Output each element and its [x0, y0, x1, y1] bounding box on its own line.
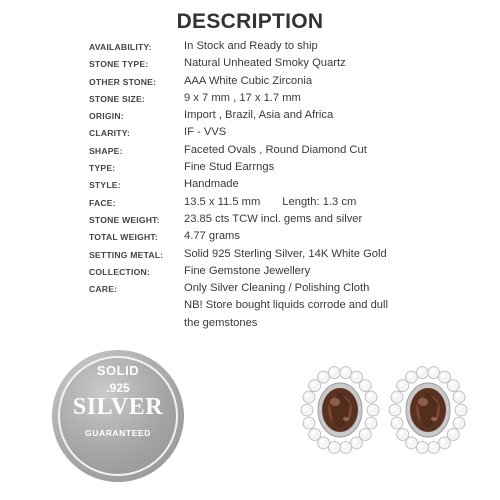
solid-silver-badge [52, 350, 184, 482]
spec-label: STONE WEIGHT: [89, 214, 160, 225]
cubic-zirconia-stone [303, 417, 315, 429]
stone-sparkle [331, 444, 335, 448]
cubic-zirconia-stone [416, 441, 428, 453]
cubic-zirconia-stone [428, 367, 440, 379]
cubic-zirconia-stone [301, 404, 313, 416]
spec-label: SHAPE: [89, 145, 123, 156]
spec-label: CARE: [89, 284, 118, 295]
spec-row-stone-type [89, 57, 419, 74]
cubic-zirconia-stone [397, 428, 409, 440]
stone-sparkle [450, 382, 454, 386]
stone-sparkle [306, 394, 310, 398]
page-title: DESCRIPTION [176, 10, 324, 33]
spec-label: OTHER STONE: [89, 76, 157, 87]
spec-value: 23.85 cts TCW incl. gems and silver [184, 212, 363, 225]
stone-sparkle [320, 374, 324, 378]
stone-sparkle [331, 369, 335, 373]
cubic-zirconia-stone [391, 391, 403, 403]
badge-text-silver: SILVER [72, 394, 164, 420]
stone-sparkle [458, 407, 462, 411]
spec-label: ORIGIN: [89, 111, 124, 122]
stone-sparkle [392, 407, 396, 411]
cubic-zirconia-stone [391, 417, 403, 429]
spec-value: Natural Unheated Smoky Quartz [184, 57, 346, 70]
stone-sparkle [430, 444, 434, 448]
spec-value: Fine Gemstone Jewellery [184, 264, 311, 277]
spec-row-style [89, 178, 419, 195]
spec-value: AAA White Cubic Zirconia [184, 74, 313, 87]
stone-sparkle [353, 374, 357, 378]
cubic-zirconia-stone [328, 441, 340, 453]
stone-sparkle [441, 374, 445, 378]
spec-label: FACE: [89, 197, 116, 208]
spec-label: TOTAL WEIGHT: [89, 232, 158, 243]
spec-row-face [89, 196, 419, 213]
spec-row-stone-size [89, 92, 419, 109]
cubic-zirconia-stone [453, 391, 465, 403]
stone-sparkle [304, 407, 308, 411]
stone-sparkle [362, 431, 366, 435]
spec-value: Solid 925 Sterling Silver, 14K White Gold [184, 247, 387, 260]
cubic-zirconia-stone [351, 437, 363, 449]
stone-sparkle [441, 439, 445, 443]
spec-row-care [89, 282, 419, 299]
stone-sparkle [419, 444, 423, 448]
badge-text-purity: .925 [106, 381, 130, 395]
care-note-line-1: NB! Store bought liquids corrode and dull [184, 299, 388, 312]
stone-sparkle [353, 439, 357, 443]
stone-sparkle [342, 369, 346, 373]
spec-label: STONE TYPE: [89, 59, 149, 70]
stone-sparkle [456, 394, 460, 398]
stone-sparkle [456, 420, 460, 424]
left-earring-image [297, 362, 383, 464]
spec-value: 4.77 grams [184, 230, 240, 243]
cubic-zirconia-stone [340, 367, 352, 379]
face-dimensions: 13.5 x 11.5 mm [184, 195, 261, 208]
cubic-zirconia-stone [453, 417, 465, 429]
spec-row-shape [89, 144, 419, 161]
specification-list [89, 40, 419, 334]
spec-value: Fine Stud Earrngs [184, 161, 275, 174]
spec-label: SETTING METAL: [89, 249, 164, 260]
cubic-zirconia-stone [365, 417, 377, 429]
stone-sparkle [368, 420, 372, 424]
spec-value: Import , Brazil, Asia and Africa [184, 109, 334, 122]
cubic-zirconia-stone [447, 380, 459, 392]
stone-sparkle [362, 382, 366, 386]
spec-row-clarity [89, 126, 419, 143]
stone-sparkle [394, 394, 398, 398]
spec-value: IF - VVS [184, 126, 227, 139]
stone-sparkle [430, 369, 434, 373]
stone-sparkle [399, 382, 403, 386]
spec-value [184, 196, 356, 208]
stone-sparkle [368, 394, 372, 398]
badge-text-guaranteed: GUARANTEED [85, 428, 151, 438]
stone-sparkle [450, 431, 454, 435]
spec-row-care-note-2 [89, 317, 419, 334]
stone-sparkle [311, 431, 315, 435]
spec-value: Handmade [184, 178, 239, 191]
stone-sparkle [370, 407, 374, 411]
cubic-zirconia-stone [439, 437, 451, 449]
cubic-zirconia-stone [340, 441, 352, 453]
care-note-line-2: the gemstones [184, 316, 258, 329]
stone-sparkle [311, 382, 315, 386]
spec-label: AVAILABILITY: [89, 42, 152, 52]
spec-value: In Stock and Ready to ship [184, 40, 318, 52]
face-length: Length: 1.3 cm [282, 195, 357, 208]
spec-label: TYPE: [89, 163, 116, 174]
spec-value: Only Silver Cleaning / Polishing Cloth [184, 282, 370, 295]
stone-sparkle [306, 420, 310, 424]
cubic-zirconia-stone [309, 428, 321, 440]
stone-sparkle [342, 444, 346, 448]
cubic-zirconia-stone [359, 380, 371, 392]
spec-label: STYLE: [89, 180, 121, 191]
cubic-zirconia-stone [328, 367, 340, 379]
cubic-zirconia-stone [367, 404, 379, 416]
stone-sparkle [419, 369, 423, 373]
stone-sparkle [408, 374, 412, 378]
spec-label: COLLECTION: [89, 266, 150, 277]
spec-label: STONE SIZE: [89, 93, 145, 104]
spec-value: Faceted Ovals , Round Diamond Cut [184, 143, 367, 156]
spec-row-collection [89, 265, 419, 282]
badge-text-solid: SOLID [96, 363, 140, 378]
spec-row-other-stone [89, 75, 419, 92]
cubic-zirconia-stone [406, 371, 418, 383]
cubic-zirconia-stone [455, 404, 467, 416]
spec-row-total-weight [89, 230, 419, 247]
spec-value: 9 x 7 mm , 17 x 1.7 mm [184, 91, 301, 104]
cubic-zirconia-stone [365, 391, 377, 403]
stone-sparkle [408, 439, 412, 443]
spec-row-origin [89, 109, 419, 126]
cubic-zirconia-stone [416, 367, 428, 379]
stone-sparkle [320, 439, 324, 443]
cubic-zirconia-stone [318, 371, 330, 383]
cubic-zirconia-stone [389, 404, 401, 416]
spec-row-care-note-1 [89, 299, 419, 316]
stone-sparkle [394, 420, 398, 424]
stone-sparkle [399, 431, 403, 435]
spec-row-setting-metal [89, 248, 419, 265]
spec-row-type [89, 161, 419, 178]
spec-row-availability [89, 40, 419, 57]
cubic-zirconia-stone [303, 391, 315, 403]
right-earring-image [385, 362, 471, 464]
spec-label: CLARITY: [89, 128, 131, 139]
spec-row-stone-weight [89, 213, 419, 230]
cubic-zirconia-stone [428, 441, 440, 453]
